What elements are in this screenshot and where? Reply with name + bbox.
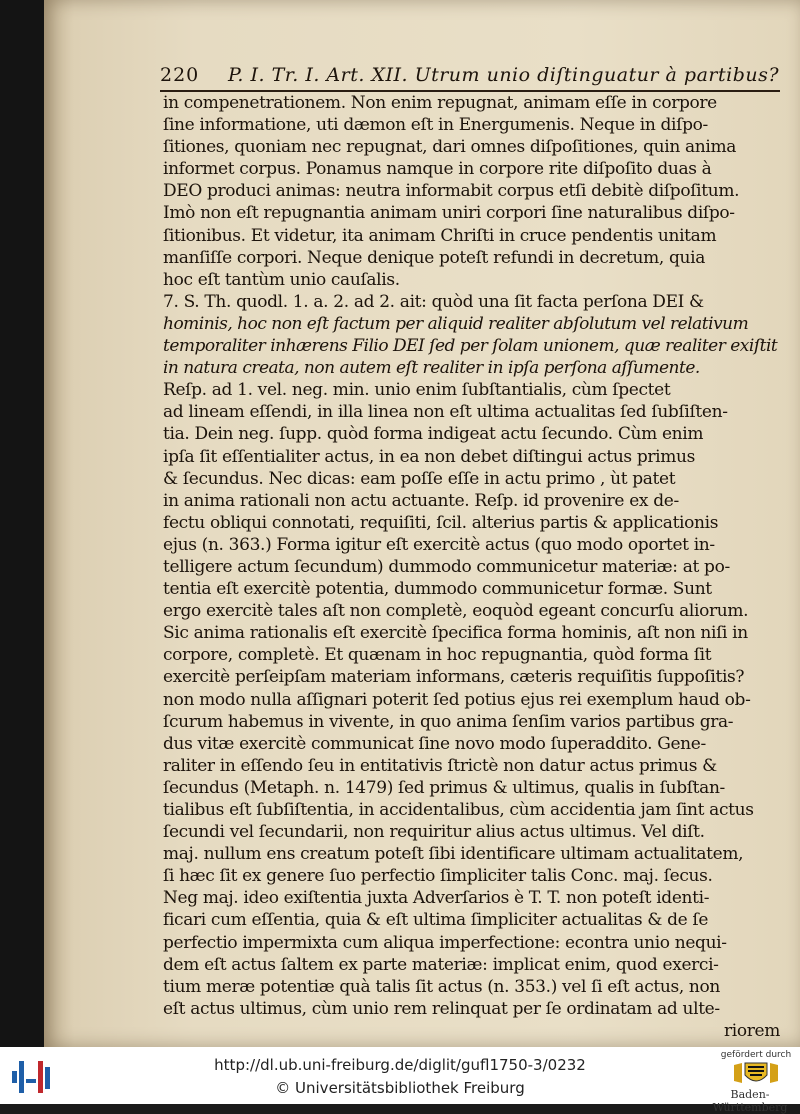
running-head: P. I. Tr. I. Art. XII. Utrum unio diſtinguatur à partibus? <box>228 64 780 86</box>
text-line: informet corpus. Ponamus namque in corpore rite diſpoſito duas à <box>163 159 712 180</box>
sponsor-name: Baden-Württemberg <box>712 1088 788 1114</box>
text-line: raliter in eſſendo ſeu in entitativis ſtrictè non datur actus primus & <box>163 755 717 776</box>
text-line: tialibus eſt ſubſiſtentia, in accidentalibus, cùm accidentia jam ſint actus <box>163 800 754 820</box>
text-line: tentia eſt exercitè potentia, dummodo communicetur formæ. Sunt <box>163 579 712 600</box>
text-line: corpore, completè. Et quænam in hoc repugnantia, quòd forma ſit <box>163 645 712 666</box>
text-line: riorem <box>723 1020 780 1041</box>
text-line: ſitiones, quoniam nec repugnat, dari omnes diſpoſitiones, quin anima <box>163 137 737 158</box>
text-line: tium meræ potentiæ quà talis ſit actus (n. 353.) vel ſi eſt actus, non <box>163 976 721 997</box>
text-line: ficari cum eſſentia, quia & eſt ultima ſimpliciter actualitas & de ſe <box>163 910 709 931</box>
text-line: temporaliter inhærens Filio DEI ſed per ſolam unionem, quæ realiter exiſtit <box>163 336 778 357</box>
text-line: 7. S. Th. quodl. 1. a. 2. ad 2. ait: quòd una ſit facta perſona DEI & <box>163 291 704 312</box>
page-number: 220 <box>160 64 200 86</box>
text-line: tia. Dein neg. ſupp. quòd forma indigeat actu ſecundo. Cùm enim <box>163 424 704 445</box>
text-line: & ſecundus. Nec dicas: eam poſſe eſſe in actu primo , ùt patet <box>163 468 676 489</box>
coat-of-arms-icon <box>728 1061 784 1087</box>
text-line: in anima rationali non actu actuante. Reſp. id provenire ex de- <box>163 490 679 511</box>
text-line: manſiſſe corpori. Neque denique poteſt refundi in decretum, quia <box>163 247 705 268</box>
text-line: ipſa ſit eſſentialiter actus, in ea non debet diſtingui actus primus <box>163 446 695 467</box>
text-line: in compenetrationem. Non enim repugnat, animam eſſe in corpore <box>163 93 717 113</box>
text-line: ſine informatione, uti dæmon eſt in Energumenis. Neque in diſpo- <box>163 115 708 136</box>
text-line: eſt actus ultimus, cùm unio rem relinquat per ſe ordinatam ad ulte- <box>163 998 720 1019</box>
text-line: exercitè perſeipſam materiam informans, cæteris requiſitis ſuppoſitis? <box>163 667 745 688</box>
text-line: hominis, hoc non eſt factum per aliquid realiter abſolutum vel relativum <box>163 313 749 334</box>
text-line: Imò non eſt repugnantia animam uniri corpori ſine naturalibus diſpo- <box>163 203 735 224</box>
text-line: hoc eſt tantùm unio cauſalis. <box>163 269 400 290</box>
text-line: ad lineam eſſendi, in illa linea non eſt ultima actualitas ſed ſubſiſten- <box>163 402 728 423</box>
text-line: in natura creata, non autem eſt realiter in ipſa perſona aſſumente. <box>163 358 700 379</box>
footer-bar <box>0 1047 800 1114</box>
text-line: Sic anima rationalis eſt exercitè ſpecifica forma hominis, aſt non niſi in <box>163 623 748 644</box>
text-line: dem eſt actus ſaltem ex parte materiæ: implicat enim, quod exerci- <box>163 954 719 975</box>
copyright-notice: © Universitätsbibliothek Freiburg <box>275 1079 525 1097</box>
text-line: ergo exercitè tales aſt non completè, eoquòd egeant concurſu aliorum. <box>163 601 749 622</box>
text-line: maj. nullum ens creatum poteſt ſibi identificare ultimam actualitatem, <box>163 844 744 865</box>
text-line: dus vitæ exercitè communicat ſine novo modo ſuperaddito. Gene- <box>163 733 706 754</box>
text-line: ſcurum habemus in vivente, in quo anima ſenſim varios partibus gra- <box>163 711 734 732</box>
text-line: non modo nulla aſſignari poterit ſed potius ejus rei exemplum haud ob- <box>163 689 751 710</box>
page-header <box>160 62 780 92</box>
text-line: ſecundus (Metaph. n. 1479) ſed primus & ultimus, qualis in ſubſtan- <box>163 777 725 798</box>
text-line: Neg maj. ideo exiſtentia juxta Adverſarios è T. T. non poteſt identi- <box>163 888 710 909</box>
text-line: DEO produci animas: neutra informabit corpus etſi debitè diſpoſitum. <box>163 181 740 202</box>
text-line: ſitionibus. Et videtur, ita animam Chriſti in cruce pendentis unitam <box>163 225 717 246</box>
sponsor-label: gefördert durch <box>720 1050 792 1060</box>
source-url[interactable]: http://dl.ub.uni-freiburg.de/diglit/gufl1750-3/0232 <box>214 1056 586 1074</box>
text-line: ejus (n. 363.) Forma igitur eſt exercitè actus (quo modo oportet in- <box>163 534 715 555</box>
text-line: Reſp. ad 1. vel. neg. min. unio enim ſubſtantialis, cùm ſpectet <box>163 380 671 401</box>
body-text <box>163 92 780 1041</box>
text-line: ſi hæc ſit ex genere ſuo perfectio ſimpliciter talis Conc. maj. ſecus. <box>163 866 713 887</box>
text-line: perfectio impermixta cum aliqua imperfectione: econtra unio nequi- <box>163 932 727 953</box>
text-line: telligere actum ſecundum) dummodo communicetur materiæ: at po- <box>163 556 730 577</box>
text-line: fectu obliqui connotati, requiſiti, ſcil. alterius partis & applicationis <box>163 512 719 533</box>
text-line: ſecundi vel ſecundarii, non requiritur alius actus ultimus. Vel diſt. <box>163 822 705 843</box>
